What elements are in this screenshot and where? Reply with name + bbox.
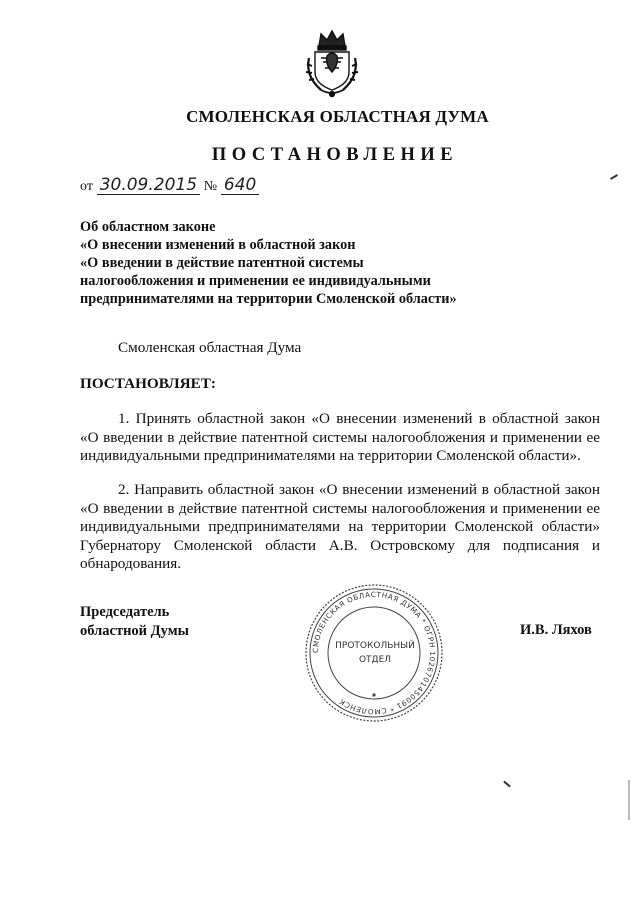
signer-title-line: областной Думы bbox=[80, 623, 189, 639]
subject-line: налогообложения и применении ее индивидуальными bbox=[80, 273, 431, 289]
handwritten-number: 640 bbox=[221, 176, 259, 195]
number-label: № bbox=[203, 179, 218, 194]
subject-line: предпринимателями на территории Смоленской области» bbox=[80, 291, 457, 307]
decree-heading: ПОСТАНОВЛЯЕТ: bbox=[80, 375, 216, 392]
stamp-ring-text: СМОЛЕНСКАЯ ОБЛАСТНАЯ ДУМА * ОГРН 1026701450091 * СМОЛЕНСК bbox=[310, 589, 438, 717]
signer-title bbox=[80, 603, 189, 641]
preamble-text: Смоленская областная Дума bbox=[118, 339, 302, 356]
signer-title-line: Председатель bbox=[80, 604, 170, 620]
coat-of-arms-emblem bbox=[301, 28, 363, 100]
scan-mark bbox=[610, 174, 618, 180]
signer-name: И.В. Ляхов bbox=[520, 622, 592, 638]
document-subject bbox=[80, 218, 457, 308]
official-stamp bbox=[303, 582, 445, 724]
date-number-line bbox=[80, 176, 259, 195]
subject-line: «О введении в действие патентной системы bbox=[80, 255, 364, 271]
stamp-inner-line: ПРОТОКОЛЬНЫЙ bbox=[335, 641, 415, 651]
scan-edge-line bbox=[628, 780, 630, 820]
from-label: от bbox=[80, 179, 93, 194]
organization-title: СМОЛЕНСКАЯ ОБЛАСТНАЯ ДУМА bbox=[186, 107, 489, 126]
subject-line: Об областном законе bbox=[80, 219, 216, 235]
scan-mark bbox=[503, 781, 510, 788]
resolution-item-2: 2. Направить областной закон «О внесении изменений в областной закон «О введении в действие патентной системы налогообложения и применении ее индивидуальными предпринимателями на территории Смоленской области» Губернатору Смоленской области А.В. Островскому для подписания и обнародования. bbox=[80, 481, 600, 572]
stamp-inner-line: ОТДЕЛ bbox=[358, 655, 392, 665]
handwritten-date: 30.09.2015 bbox=[97, 176, 200, 195]
resolution-item-1: 1. Принять областной закон «О внесении изменений в областной закон «О введении в действие патентной системы налогообложения и применении ее индивидуальными предпринимателями на территории Смоленской области». bbox=[80, 410, 600, 464]
document-type-title: ПОСТАНОВЛЕНИЕ bbox=[211, 145, 459, 165]
subject-line: «О внесении изменений в областной закон bbox=[80, 237, 356, 253]
